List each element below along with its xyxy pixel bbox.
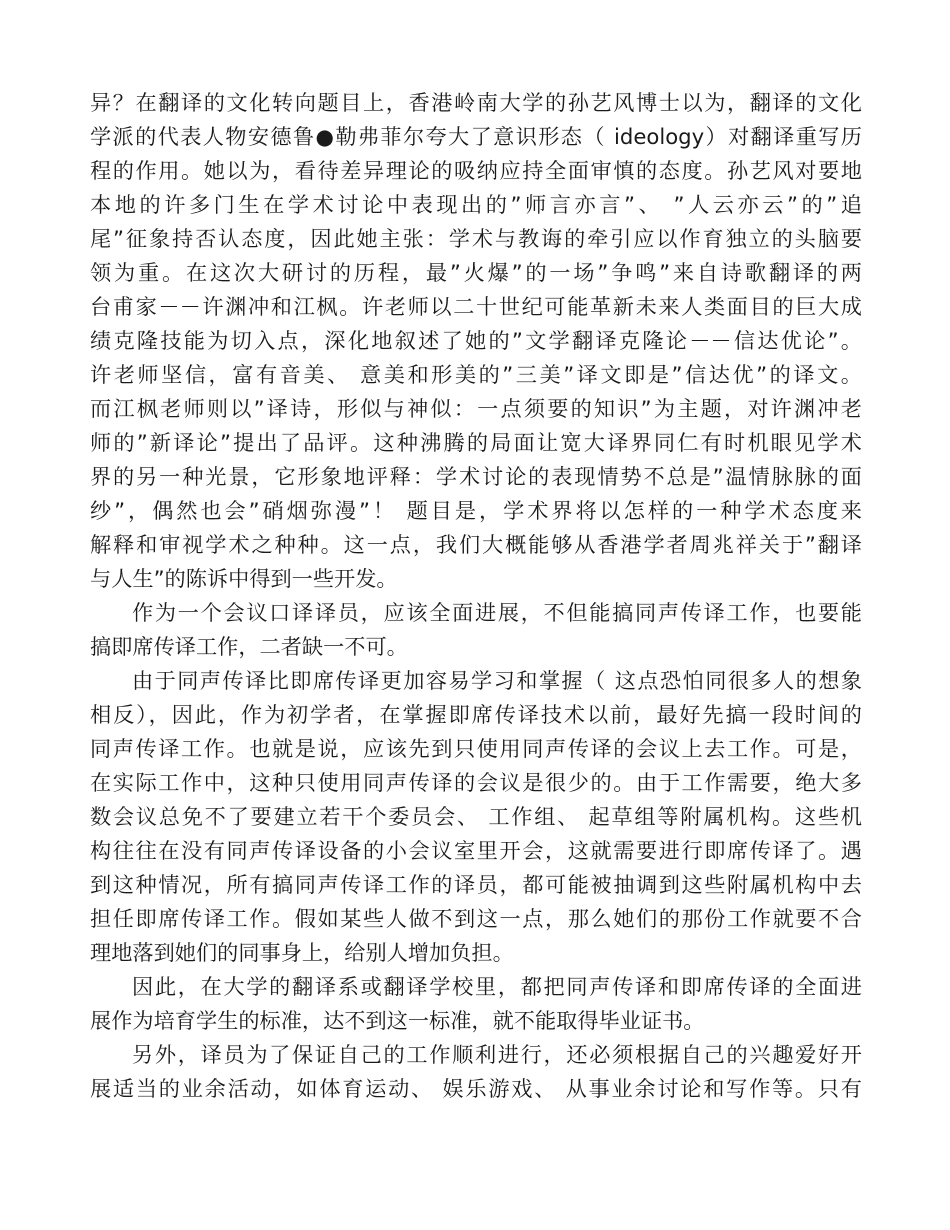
text-line: 另外，译员为了保证自己的工作顺利进行，还必须根据自己的兴趣爱好开 xyxy=(132,1042,862,1067)
text-line: 而江枫老师则以”译诗，形似与神似：一点须要的知识”为主题，对许渊冲老 xyxy=(90,396,862,421)
text-line: 搞即席传译工作，二者缺一不可。 xyxy=(90,634,408,659)
text-line: 构往往在没有同声传译设备的小会议室里开会，这就需要进行即席传译了。遇 xyxy=(90,838,862,863)
text-line: 在实际工作中，这种只使用同声传译的会议是很少的。由于工作需要，绝大多 xyxy=(90,770,862,795)
text-line: 担任即席传译工作。假如某些人做不到这一点，那么她们的那份工作就要不合 xyxy=(90,906,862,931)
paragraph-3 xyxy=(90,664,862,970)
text-line: 本地的许多门生在学术讨论中表现出的”师言亦言”、 ”人云亦云”的”追 xyxy=(90,192,862,217)
text-line: 作为一个会议口译译员，应该全面进展，不但能搞同声传译工作，也要能 xyxy=(132,600,862,625)
document-page xyxy=(90,86,862,1106)
paragraph-4 xyxy=(90,970,862,1038)
text-line: 师的”新译论”提出了品评。这种沸腾的局面让宽大译界同仁有时机眼见学术 xyxy=(90,430,862,455)
text-line: 纱”，偶然也会”硝烟弥漫”！ 题目是，学术界将以怎样的一种学术态度来 xyxy=(90,498,862,523)
text-line: 许老师坚信，富有音美、 意美和形美的”三美”译文即是”信达优”的译文。 xyxy=(90,362,862,387)
text-line: 解释和审视学术之种种。这一点，我们大概能够从香港学者周兆祥关于”翻译 xyxy=(90,532,862,557)
text-line: 领为重。在这次大研讨的历程，最”火爆”的一场”争鸣”来自诗歌翻译的两 xyxy=(90,260,862,285)
text-line: 台甫家－－许渊冲和江枫。许老师以二十世纪可能革新未来人类面目的巨大成 xyxy=(90,294,862,319)
text-line: 到这种情况，所有搞同声传译工作的译员，都可能被抽调到这些附属机构中去 xyxy=(90,872,862,897)
paragraph-5 xyxy=(90,1038,862,1106)
text-line: 展作为培育学生的标准，达不到这一标准，就不能取得毕业证书。 xyxy=(90,1008,705,1033)
text-line: 理地落到她们的同事身上，给别人增加负担。 xyxy=(90,940,514,965)
text-line: 异？在翻译的文化转向题目上，香港岭南大学的孙艺风博士以为，翻译的文化 xyxy=(90,90,862,115)
text-line: 程的作用。她以为，看待差异理论的吸纳应持全面审慎的态度。孙艺风对要地 xyxy=(90,158,862,183)
text-line: 因此，在大学的翻译系或翻译学校里，都把同声传译和即席传译的全面进 xyxy=(132,974,862,999)
paragraph-1 xyxy=(90,86,862,596)
text-line: 与人生”的陈诉中得到一些开发。 xyxy=(90,566,398,591)
text-line: 相反），因此，作为初学者，在掌握即席传译技术以前，最好先搞一段时间的 xyxy=(90,702,862,727)
text-line: 数会议总免不了要建立若干个委员会、 工作组、 起草组等附属机构。这些机 xyxy=(90,804,862,829)
text-line: 同声传译工作。也就是说，应该先到只使用同声传译的会议上去工作。可是， xyxy=(90,736,862,761)
paragraph-2 xyxy=(90,596,862,664)
text-line: 学派的代表人物安德鲁●勒弗菲尔夸大了意识形态（ ideology）对翻译重写历 xyxy=(90,124,862,149)
text-line: 展适当的业余活动，如体育运动、 娱乐游戏、 从事业余讨论和写作等。只有 xyxy=(90,1076,862,1101)
text-line: 由于同声传译比即席传译更加容易学习和掌握（ 这点恐怕同很多人的想象 xyxy=(132,668,862,693)
text-line: 界的另一种光景，它形象地评释：学术讨论的表现情势不总是”温情脉脉的面 xyxy=(90,464,862,489)
text-line: 绩克隆技能为切入点，深化地叙述了她的”文学翻译克隆论－－信达优论”。 xyxy=(90,328,862,353)
text-line: 尾”征象持否认态度，因此她主张：学术与教诲的牵引应以作育独立的头脑要 xyxy=(90,226,862,251)
